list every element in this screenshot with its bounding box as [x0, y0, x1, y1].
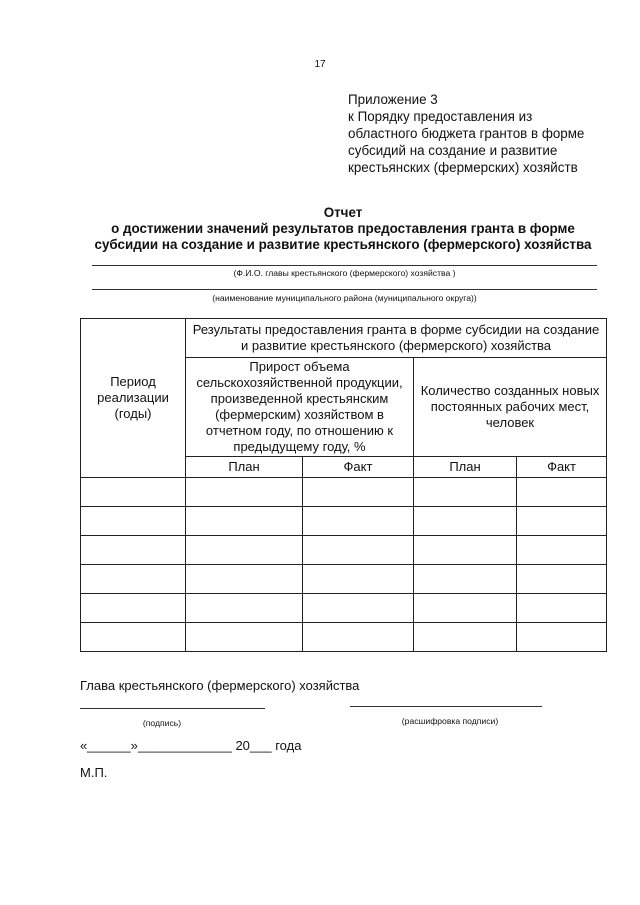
plan-header: План	[414, 457, 517, 478]
signature-caption: (подпись)	[142, 718, 182, 728]
table-row	[81, 536, 607, 565]
table-row	[81, 594, 607, 623]
table-cell[interactable]	[81, 623, 186, 652]
table-cell[interactable]	[81, 594, 186, 623]
table-cell[interactable]	[414, 565, 517, 594]
table-cell[interactable]	[303, 507, 414, 536]
table-cell[interactable]	[517, 478, 607, 507]
period-header: Период реализации (годы)	[81, 319, 186, 478]
report-title-block	[0, 205, 640, 253]
table-cell[interactable]	[414, 623, 517, 652]
seal-label: М.П.	[80, 765, 108, 780]
table-cell[interactable]	[186, 565, 303, 594]
table-cell[interactable]	[81, 478, 186, 507]
table-cell[interactable]	[303, 536, 414, 565]
growth-header: Прирост объема сельскохозяйственной продукции, произведенной крестьянским (фермерским) хозяйством в отчетном году, по отношению к предыдущему году, %	[186, 358, 414, 457]
annex-line: к Порядку предоставления из	[348, 109, 533, 124]
table-cell[interactable]	[517, 623, 607, 652]
table-row	[81, 623, 607, 652]
district-caption: (наименование муниципального района (муниципального округа))	[212, 293, 477, 303]
signature-fill-line[interactable]	[80, 708, 265, 709]
table-cell[interactable]	[303, 478, 414, 507]
table-cell[interactable]	[186, 536, 303, 565]
table-row	[81, 507, 607, 536]
table-cell[interactable]	[81, 507, 186, 536]
annex-line: Приложение 3	[348, 92, 438, 107]
results-table	[80, 318, 607, 652]
table-cell[interactable]	[186, 478, 303, 507]
fio-fill-line[interactable]	[92, 265, 597, 266]
table-cell[interactable]	[414, 594, 517, 623]
date-line[interactable]: «______»_____________ 20___ года	[80, 738, 302, 753]
table-cell[interactable]	[186, 594, 303, 623]
report-title: Отчет	[323, 205, 363, 220]
decryption-fill-line[interactable]	[350, 706, 542, 707]
table-cell[interactable]	[303, 594, 414, 623]
report-subtitle-line: субсидии на создание и развитие крестьянского (фермерского) хозяйства	[94, 237, 592, 252]
page-number: 17	[314, 59, 326, 70]
fio-caption: (Ф.И.О. главы крестьянского (фермерского) хозяйства )	[233, 268, 456, 278]
table-row	[81, 565, 607, 594]
decryption-caption: (расшифровка подписи)	[401, 716, 499, 726]
results-header: Результаты предоставления гранта в форме субсидии на создание и развитие крестьянского (фермерского) хозяйства	[186, 319, 607, 358]
annex-line: крестьянских (фермерских) хозяйств	[348, 160, 578, 175]
annex-line: субсидий на создание и развитие	[348, 143, 558, 158]
table-cell[interactable]	[303, 623, 414, 652]
table-cell[interactable]	[414, 536, 517, 565]
annex-block	[348, 91, 618, 176]
district-fill-line[interactable]	[92, 289, 597, 290]
jobs-header: Количество созданных новых постоянных рабочих мест, человек	[414, 358, 607, 457]
annex-line: областного бюджета грантов в форме	[348, 126, 585, 141]
table-cell[interactable]	[414, 507, 517, 536]
table-cell[interactable]	[414, 478, 517, 507]
table-cell[interactable]	[186, 507, 303, 536]
fact-header: Факт	[517, 457, 607, 478]
report-subtitle-line: о достижении значений результатов предоставления гранта в форме	[111, 221, 575, 236]
table-cell[interactable]	[517, 594, 607, 623]
table-cell[interactable]	[517, 536, 607, 565]
plan-header: План	[186, 457, 303, 478]
table-row	[81, 478, 607, 507]
fact-header: Факт	[303, 457, 414, 478]
table-cell[interactable]	[81, 565, 186, 594]
table-cell[interactable]	[517, 507, 607, 536]
table-cell[interactable]	[186, 623, 303, 652]
table-cell[interactable]	[517, 565, 607, 594]
table-cell[interactable]	[303, 565, 414, 594]
head-label: Глава крестьянского (фермерского) хозяйства	[80, 678, 360, 693]
table-cell[interactable]	[81, 536, 186, 565]
